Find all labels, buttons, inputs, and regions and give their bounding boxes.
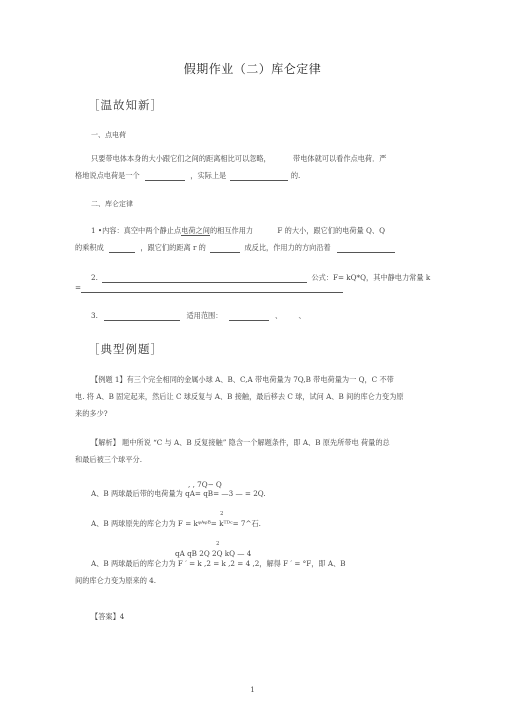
text: F 的大小，跟它们的电荷量 Q、Q [277, 226, 385, 235]
paragraph-point-charge-line1 [91, 154, 386, 164]
example-1-line3: 来的多少? [75, 409, 108, 418]
section-heading-review: ［温故知新］ [88, 98, 163, 112]
formula-1: A、B 两球最后带的电荷量为 qA= qB= —3 — = 2Q. [91, 489, 266, 498]
paragraph-coulomb-line2 [75, 243, 395, 253]
text: 、 [298, 311, 306, 320]
text: 的相互作用力 [209, 226, 254, 235]
text: 、 [275, 311, 283, 320]
example-1-line1: 【例题 1】有三个完全相同的金属小球 A、B、C,A 带电荷量为 7Q,B 带电荷量为一 Q，C 不带 [91, 375, 394, 384]
page-title: 假期作业（二）库仑定律 [183, 62, 322, 76]
heading-coulomb-law: 二、库仑定律 [91, 200, 133, 208]
paragraph-formula-line2 [75, 283, 343, 293]
answer: 【答案】4 [91, 612, 125, 621]
section-heading-examples: ［典型例题］ [88, 342, 163, 356]
heading-point-charge: 一、点电荷 [91, 131, 126, 139]
formula-2-sup: 2 [220, 511, 224, 517]
blank [102, 274, 307, 283]
page-number: 1 [250, 686, 255, 694]
text: 适用范围： [186, 311, 223, 320]
text: 1 •内容：真空中两个静止点 [91, 226, 182, 235]
text: 的. [290, 171, 301, 180]
formula-1-top: , , 7Q− Q [188, 480, 222, 489]
text: 公式：F= kQ*Q，其中静电力常量 k [311, 273, 431, 282]
example-1-line2: 电. 将 A、B 固定起来，然后让 C 球反复与 A、B 接触，最后移去 C 球，试问 A、B 间的库仑力变为原 [75, 392, 404, 401]
blank [230, 172, 288, 181]
text: 带电体就可以看作点电荷．严 [293, 154, 387, 163]
formula-3: A、B 两球最后的库仑力为 F ′ = k ,2 = k ,2 = 4 ,2，解得 F ′ = °F，即 A、B [91, 559, 346, 568]
text: 2. [91, 273, 98, 282]
formula-3-sup: 2 [216, 541, 220, 547]
text: 成反比，作用力的方向沿着 [244, 243, 331, 252]
analysis-line1: 【解析】 题中所说 “C 与 A、B 反复接触” 隐含一个解题条件，即 A、B 原先所带电 荷量的总 [91, 438, 390, 447]
text: 的乘积成 [75, 243, 104, 252]
text: 格地说点电荷是一个 [75, 171, 140, 180]
text: 3. [91, 311, 98, 320]
blank [210, 244, 240, 253]
blank [229, 312, 269, 321]
blank [337, 244, 395, 253]
blank [81, 284, 343, 293]
formula-3-top: qA qB 2Q 2Q kQ — 4 [175, 549, 252, 558]
formula-4: 间的库仑力变为原来的 4. [75, 576, 157, 585]
blank [104, 312, 180, 321]
underlined-text: 电荷之间 [181, 226, 210, 235]
paragraph-point-charge-line2 [75, 171, 300, 181]
text: 只要带电体本身的大小跟它们之间的距离相比可以忽略， [91, 154, 271, 163]
paragraph-coulomb-line1 [91, 226, 385, 236]
blank [109, 244, 135, 253]
text: ，跟它们的距离 r 的 [140, 243, 206, 252]
text: ，实际上是 [190, 171, 227, 180]
blank [145, 172, 185, 181]
paragraph-formula-line1 [91, 273, 430, 283]
text: = [75, 283, 82, 292]
formula-2: A、B 两球原先的库仑力为 F = kᵠᴬᵠᴮ= kᵀᴰᶜ= 7^石. [91, 519, 261, 528]
paragraph-scope [91, 311, 306, 321]
analysis-line2: 和最后被三个球平分. [75, 455, 142, 464]
